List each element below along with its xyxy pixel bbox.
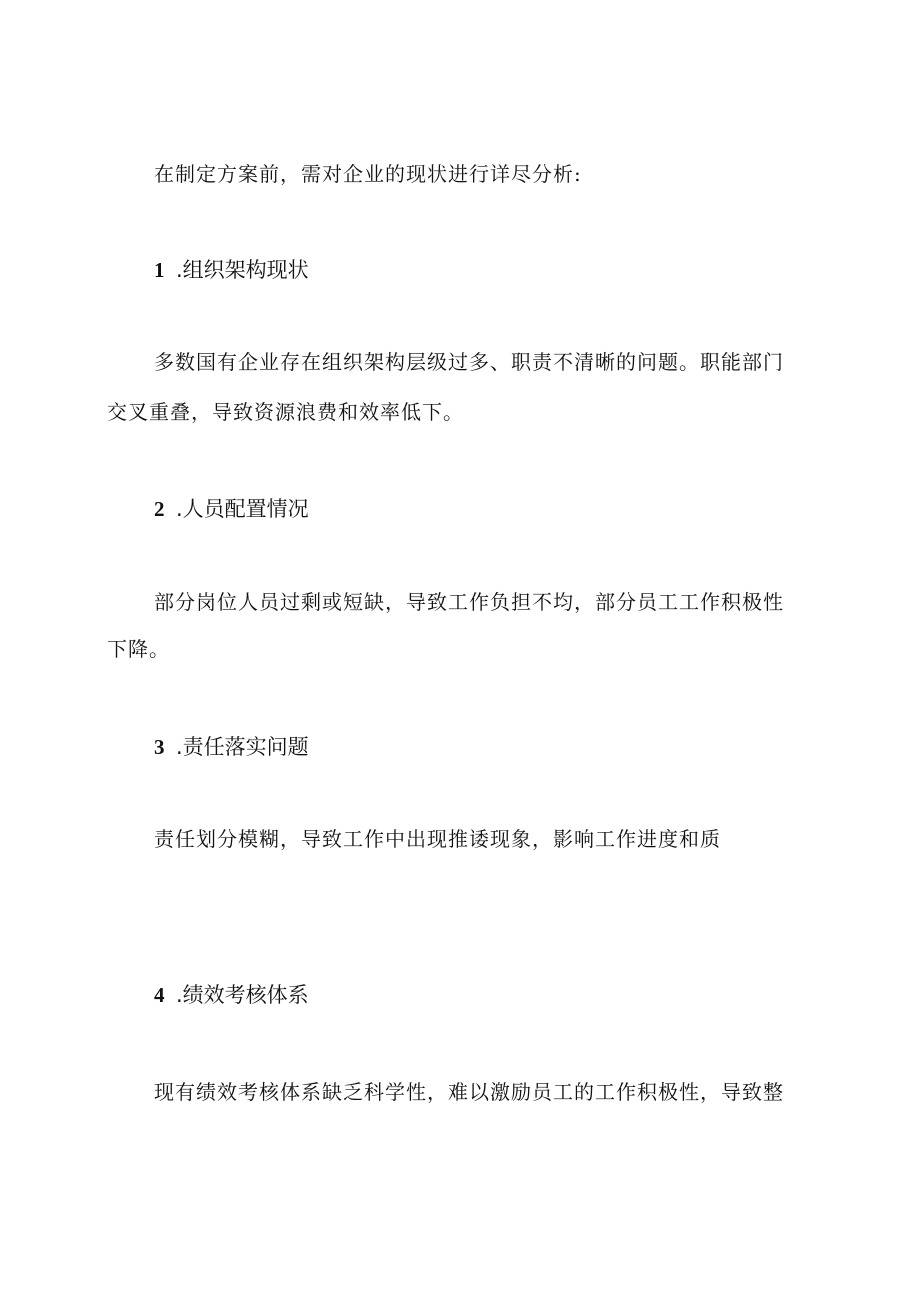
section-title-1: .组织架构现状	[176, 258, 309, 282]
section-number-3: 3	[154, 735, 165, 759]
section-title-2: .人员配置情况	[176, 497, 309, 521]
section-heading-3	[154, 735, 854, 759]
section-heading-1	[154, 258, 854, 282]
section-title-3: .责任落实问题	[176, 735, 309, 759]
section-2-body-line-1: 部分岗位人员过剩或短缺，导致工作负担不均，部分员工工作积极性	[154, 590, 784, 614]
section-3-body-line-1: 责任划分模糊，导致工作中出现推诿现象，影响工作进度和质	[154, 827, 721, 851]
section-number-2: 2	[154, 497, 165, 521]
section-1-body-line-1: 多数国有企业存在组织架构层级过多、职责不清晰的问题。职能部门	[154, 350, 784, 374]
section-number-1: 1	[154, 258, 165, 282]
section-2-body-line-2: 下降。	[107, 637, 170, 661]
section-heading-4	[154, 983, 854, 1007]
section-heading-2	[154, 497, 854, 521]
section-4-body-line-1: 现有绩效考核体系缺乏科学性，难以激励员工的工作积极性，导致整	[154, 1080, 784, 1104]
section-number-4: 4	[154, 983, 165, 1007]
section-1-body-line-2: 交叉重叠，导致资源浪费和效率低下。	[107, 400, 464, 424]
intro-paragraph: 在制定方案前，需对企业的现状进行详尽分析:	[154, 162, 582, 186]
section-title-4: .绩效考核体系	[176, 983, 309, 1007]
